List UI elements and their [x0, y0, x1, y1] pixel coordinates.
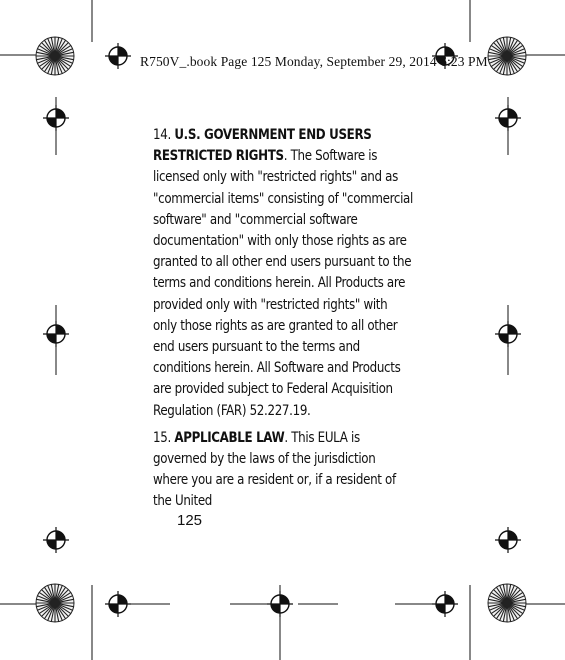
section-number: 15. — [153, 429, 171, 446]
section-heading: U.S. GOVERNMENT END USERS RESTRICTED RIGHTS — [153, 127, 372, 165]
page-content — [153, 125, 413, 519]
section-body: . The Software is licensed only with "restricted rights" and as "commercial items" consisting of "commercial software" and "commercial software documentation" with only those rights as are granted to all other end users pursuant to the terms and conditions herein. All Products are provided only with "restricted rights" with only those rights as are granted to all other end users pursuant to the terms and conditions herein. All Software and Products are provided subject to Federal Acquisition Regulation (FAR) 52.227.19. — [153, 148, 413, 419]
section-14 — [153, 125, 413, 422]
print-slug-header: R750V_.book Page 125 Monday, September 29, 2014 6:23 PM — [140, 54, 488, 69]
section-number: 14. — [153, 127, 171, 143]
page-number: 125 — [177, 512, 203, 529]
section-heading: APPLICABLE LAW — [174, 429, 285, 446]
section-body: . This EULA is governed by the laws of the jurisdiction where you are a resident or, if a resident of the United — [153, 429, 396, 510]
section-15 — [153, 428, 413, 513]
